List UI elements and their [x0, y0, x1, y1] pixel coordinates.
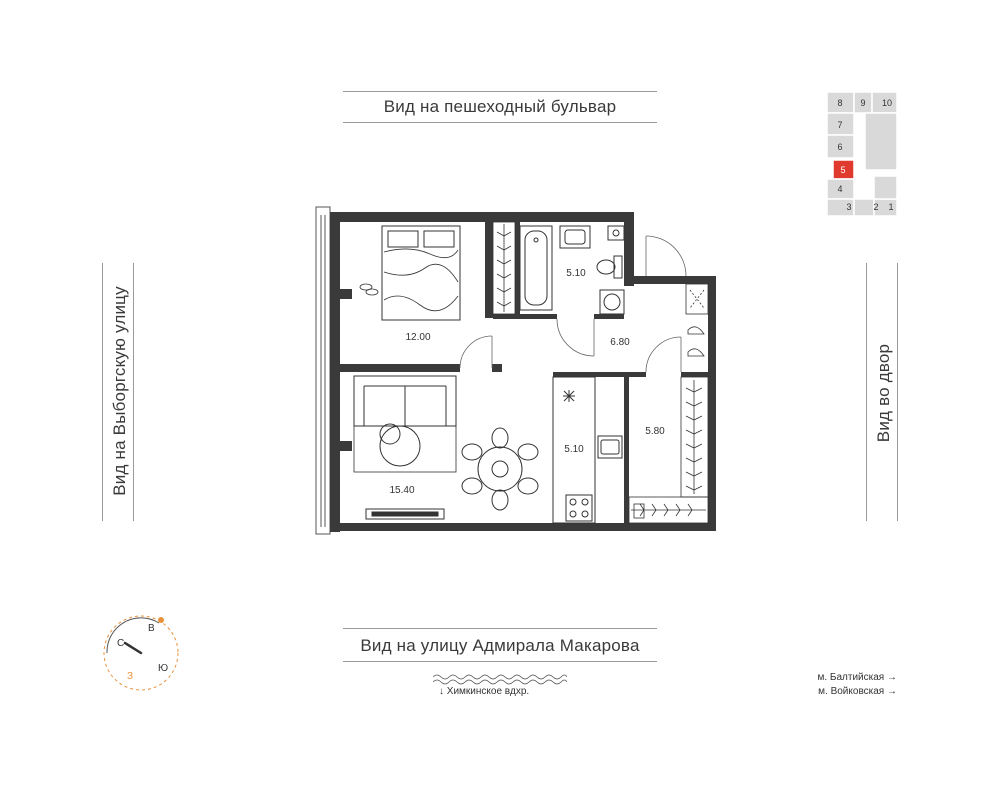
- walls: [330, 212, 716, 532]
- building-minimap: [825, 88, 905, 218]
- compass-east: В: [148, 623, 155, 634]
- sofa-icon: [354, 376, 456, 426]
- water-waves-icon: [433, 673, 567, 685]
- metro-line-1: м. Балтийская →: [817, 672, 897, 683]
- compass-north: С: [117, 638, 125, 649]
- kitchen-area-label: 5.10: [564, 444, 584, 455]
- section-3-label: 3: [846, 202, 852, 212]
- hall-area-label: 6.80: [610, 337, 630, 348]
- bedroom-area-label: 12.00: [405, 332, 431, 343]
- hall-storage: [686, 284, 708, 356]
- armchair-icon: [380, 424, 420, 466]
- section-1-label: 1: [888, 202, 894, 212]
- toilet-icon: [597, 256, 622, 278]
- section-4-label: 4: [837, 184, 843, 194]
- section-6-label: 6: [837, 142, 843, 152]
- window-frames: [316, 207, 330, 534]
- section-2-label: 2: [873, 202, 879, 212]
- bedroom-wardrobe: [493, 222, 515, 314]
- compass-west: З: [127, 671, 134, 682]
- bathroom-area-label: 5.10: [566, 268, 586, 279]
- top-view-label: Вид на пешеходный бульвар: [383, 97, 617, 116]
- section-7-label: 7: [837, 120, 843, 130]
- wardrobe-area-label: 5.80: [645, 426, 665, 437]
- wardrobe-hangers: [629, 377, 708, 523]
- section-10-label: 10: [881, 98, 893, 108]
- door-swings: [460, 236, 686, 372]
- sink-icon: [560, 226, 590, 248]
- compass: [97, 607, 187, 697]
- tv-stand-icon: [366, 509, 444, 519]
- bathtub-icon: [520, 226, 552, 310]
- metro-line-2: м. Войковская →: [818, 686, 897, 697]
- bed-icon: [382, 226, 460, 320]
- shower-head-icon: [608, 226, 624, 240]
- right-view-label: Вид во двор: [874, 343, 893, 443]
- water-label: ↓ Химкинское вдхр.: [439, 686, 530, 697]
- living-area-label: 15.40: [389, 485, 415, 496]
- left-view-label: Вид на Выборгскую улицу: [110, 286, 129, 496]
- bottom-view-label: Вид на улицу Адмирала Макарова: [360, 636, 640, 655]
- slippers-icon: [360, 284, 378, 295]
- washing-machine-icon: [600, 290, 624, 314]
- section-8-label: 8: [837, 98, 843, 108]
- section-5-label: 5: [840, 165, 846, 175]
- sun-icon: [158, 617, 164, 623]
- section-9-label: 9: [860, 98, 866, 108]
- compass-south: Ю: [158, 663, 169, 674]
- dining-table-icon: [462, 428, 538, 510]
